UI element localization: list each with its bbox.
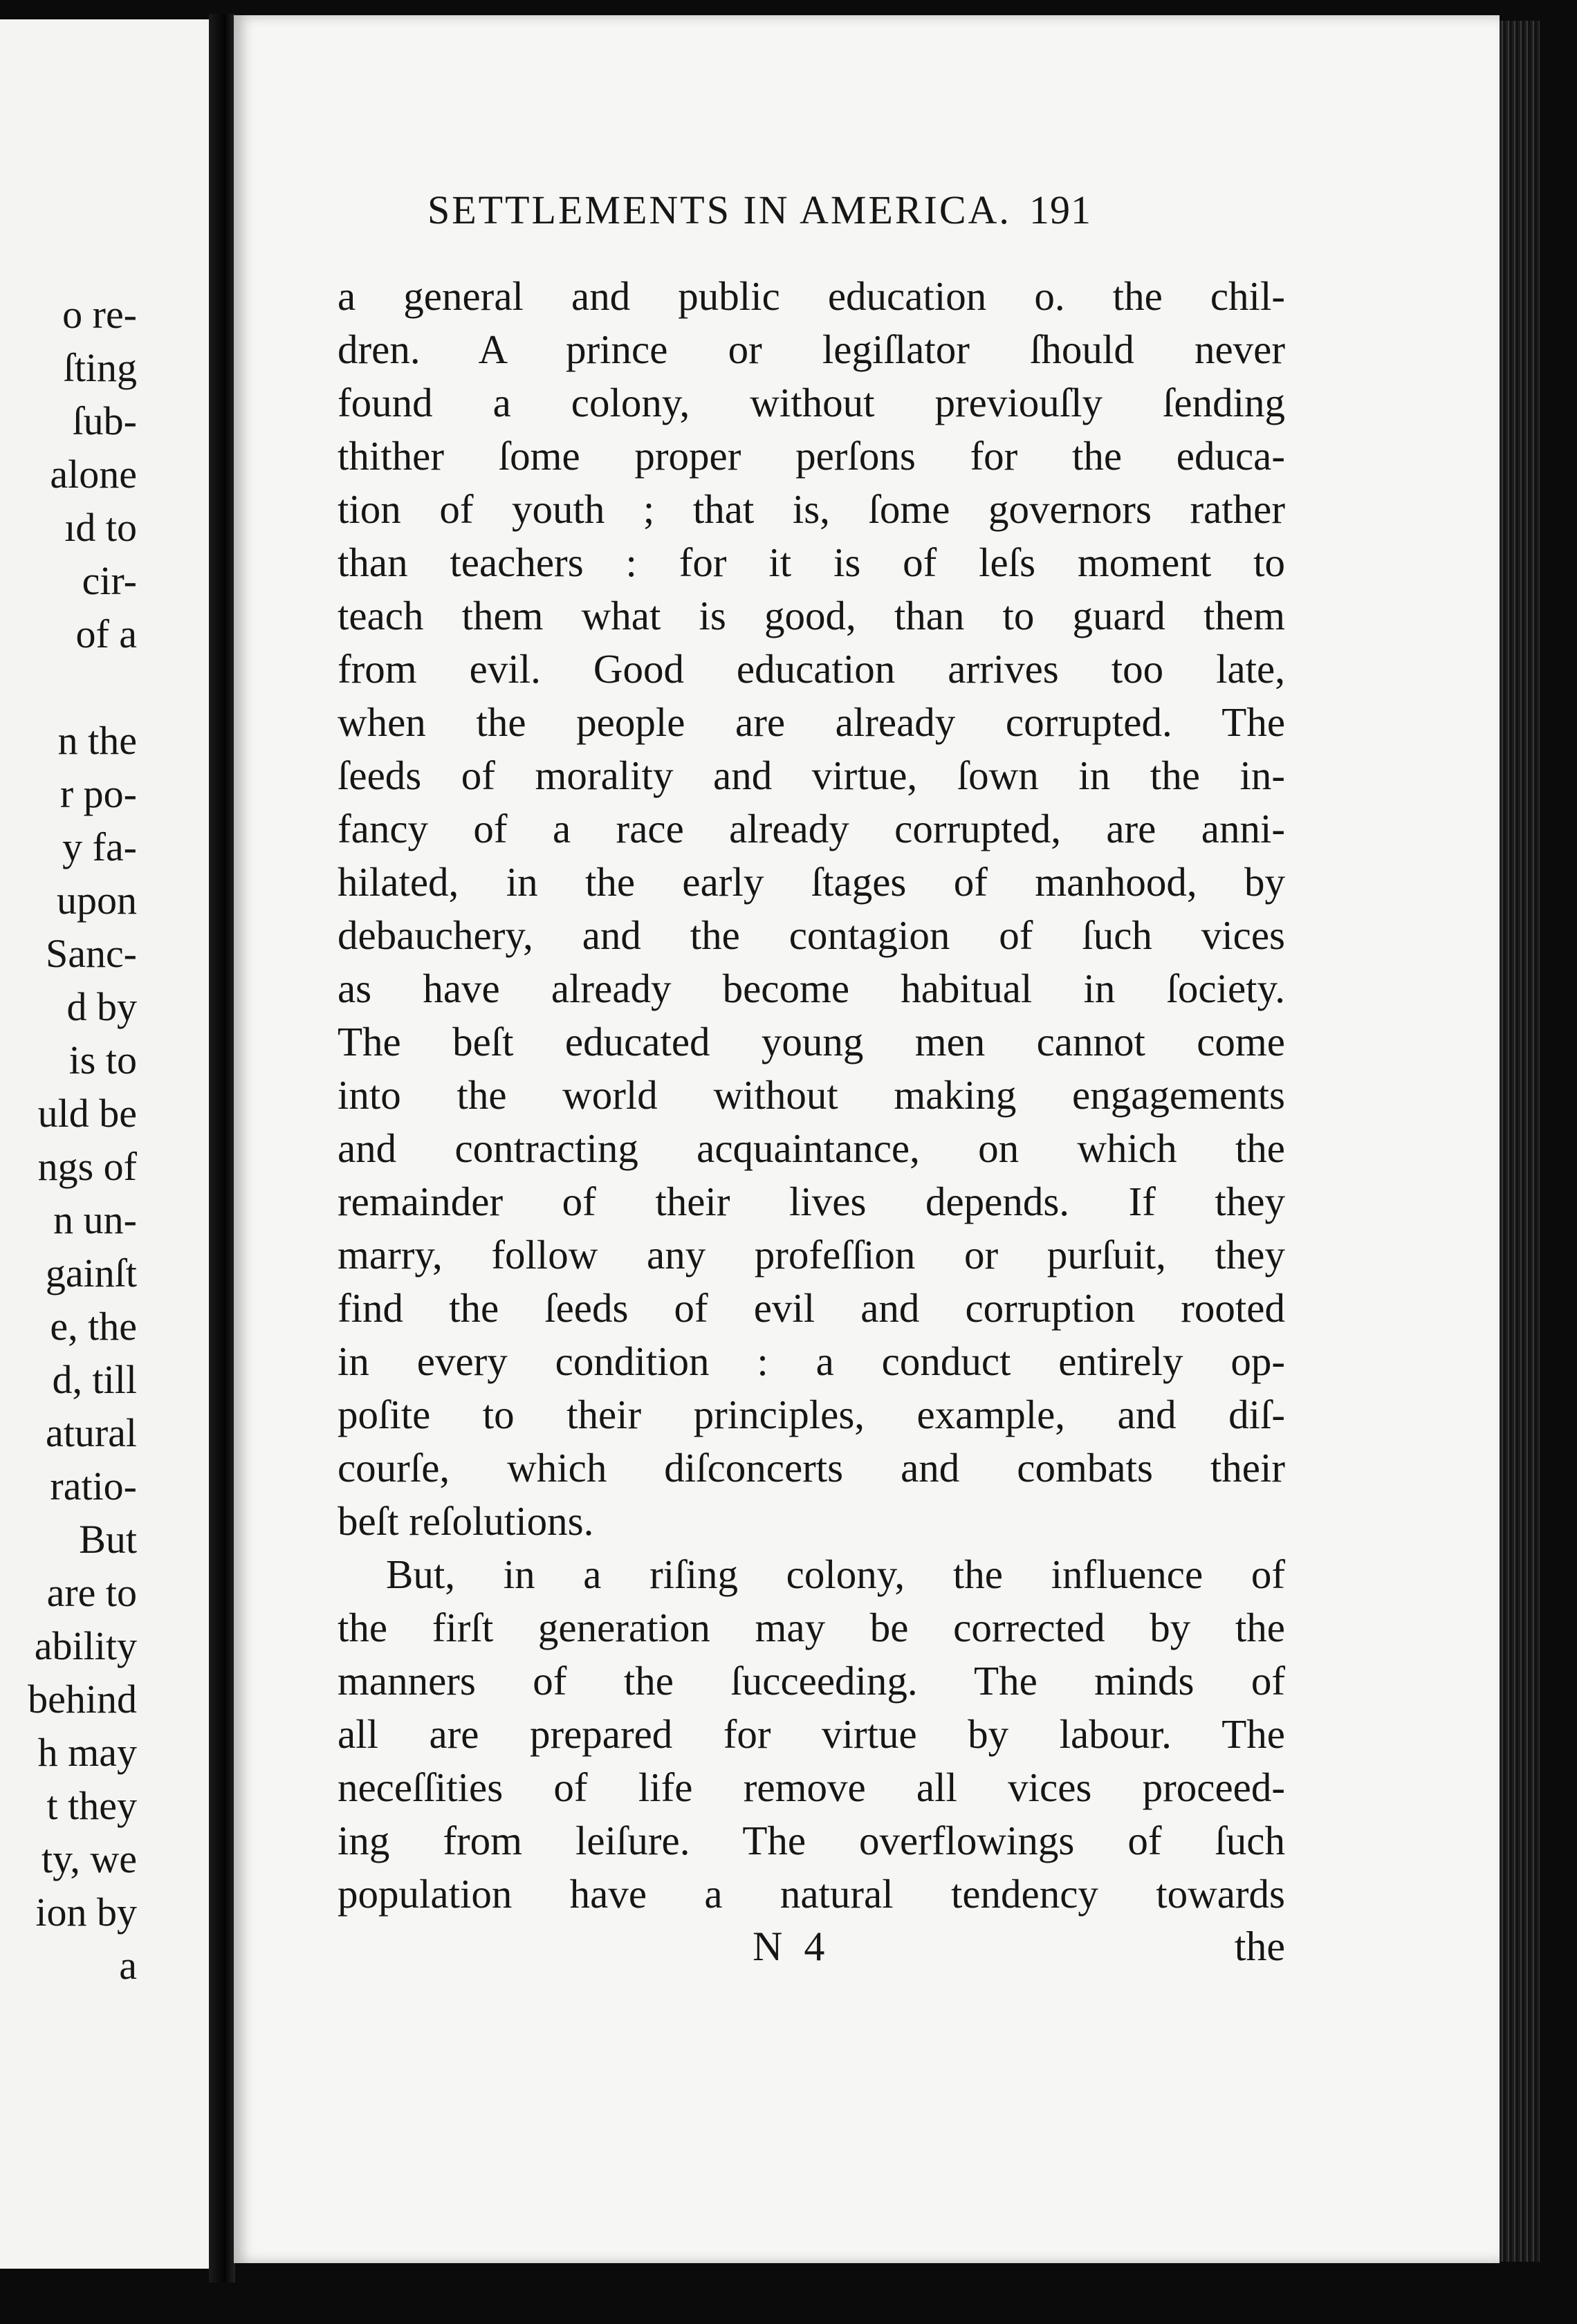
text-line: population have a natural tendency towards	[338, 1871, 1285, 1917]
text-line: find the ſeeds of evil and corruption rooted	[338, 1285, 1285, 1331]
previous-page-line: e, the	[50, 1304, 137, 1349]
previous-page-line: h may	[37, 1730, 137, 1775]
previous-page-line	[0, 661, 137, 714]
previous-page-line: o re-	[62, 292, 137, 337]
previous-page-line: r po-	[59, 771, 137, 816]
text-line: found a colony, without previouſly ſending	[338, 380, 1285, 425]
previous-page-line: But	[79, 1517, 137, 1562]
signature-mark: N 4	[753, 1924, 831, 1969]
book-gutter	[209, 14, 235, 2282]
body-text	[338, 270, 1285, 1921]
previous-page-line: y fa-	[62, 824, 137, 869]
previous-page-line: are to	[46, 1570, 137, 1615]
previous-page-line: ſub-	[72, 398, 137, 443]
text-line: and contracting acquaintance, on which the	[338, 1125, 1285, 1171]
page-footer	[338, 1923, 1285, 1976]
text-line: But, in a riſing colony, the influence of	[386, 1551, 1285, 1597]
previous-page-line: d, till	[52, 1357, 137, 1402]
text-line: manners of the ſucceeding. The minds of	[338, 1658, 1285, 1704]
previous-page-line: ion by	[35, 1890, 137, 1935]
previous-page-line: ngs of	[37, 1144, 137, 1189]
catchword: the	[1234, 1924, 1285, 1969]
previous-page-line: ſting	[63, 345, 137, 390]
text-line: all are prepared for virtue by labour. The	[338, 1711, 1285, 1757]
previous-page-line: a	[119, 1943, 137, 1988]
previous-page-line: is to	[68, 1038, 137, 1082]
previous-page-line: ty, we	[42, 1836, 137, 1881]
text-line: into the world without making engagements	[338, 1072, 1285, 1118]
text-line: poſite to their principles, example, and diſ-	[338, 1392, 1285, 1437]
text-line: courſe, which diſconcerts and combats their	[338, 1445, 1285, 1491]
previous-page-line: gainſt	[45, 1251, 137, 1295]
previous-page-line: n the	[57, 718, 137, 763]
running-head	[427, 187, 1285, 233]
text-line: when the people are already corrupted. The	[338, 699, 1285, 745]
previous-page-line: cir-	[82, 558, 137, 603]
text-line: than teachers : for it is of leſs moment to	[338, 540, 1285, 585]
text-line: The beſt educated young men cannot come	[338, 1019, 1285, 1064]
previous-page-line: behind	[28, 1677, 137, 1722]
text-line: teach them what is good, than to guard them	[338, 593, 1285, 638]
previous-page-line: ability	[34, 1623, 137, 1668]
text-line: marry, follow any profeſſion or purſuit, they	[338, 1232, 1285, 1278]
previous-page-line: t they	[46, 1783, 137, 1828]
text-line: tion of youth ; that is, ſome governors rather	[338, 486, 1285, 532]
previous-page-line: atural	[45, 1410, 137, 1455]
text-line: from evil. Good education arrives too late,	[338, 646, 1285, 692]
page-edges	[1500, 21, 1540, 2262]
text-line: ing from leiſure. The overflowings of ſuch	[338, 1818, 1285, 1863]
text-line: remainder of their lives depends. If they	[338, 1179, 1285, 1224]
text-line: as have already become habitual in ſociety.	[338, 966, 1285, 1011]
text-line: in every condition : a conduct entirely op-	[338, 1338, 1285, 1384]
text-line: dren. A prince or legiſlator ſhould never	[338, 326, 1285, 372]
previous-page-text	[0, 288, 137, 1992]
previous-page-line: n un-	[53, 1197, 137, 1242]
text-line: neceſſities of life remove all vices proceed-	[338, 1764, 1285, 1810]
previous-page-line: d by	[66, 984, 137, 1029]
text-line: hilated, in the early ſtages of manhood, by	[338, 859, 1285, 905]
running-head-title: SETTLEMENTS IN AMERICA.	[427, 187, 1011, 232]
text-line: beſt reſolutions.	[338, 1498, 594, 1544]
previous-page-line: upon	[57, 878, 137, 923]
text-line: ſeeds of morality and virtue, ſown in the in-	[338, 753, 1285, 798]
previous-page-line: Sanc-	[45, 931, 137, 976]
previous-page	[0, 19, 213, 2269]
previous-page-line: uld be	[37, 1091, 137, 1136]
text-line: the firſt generation may be corrected by the	[338, 1605, 1285, 1650]
text-line: thither ſome proper perſons for the educa-	[338, 433, 1285, 479]
previous-page-line: alone	[50, 452, 137, 497]
previous-page-line: ratio-	[50, 1464, 137, 1509]
text-line: fancy of a race already corrupted, are anni-	[338, 806, 1285, 851]
text-line: debauchery, and the contagion of ſuch vices	[338, 912, 1285, 958]
text-line: a general and public education o. the chil-	[338, 273, 1285, 319]
previous-page-line: ıd to	[64, 505, 137, 550]
page-number: 191	[1029, 187, 1091, 232]
previous-page-line: of a	[75, 611, 137, 656]
